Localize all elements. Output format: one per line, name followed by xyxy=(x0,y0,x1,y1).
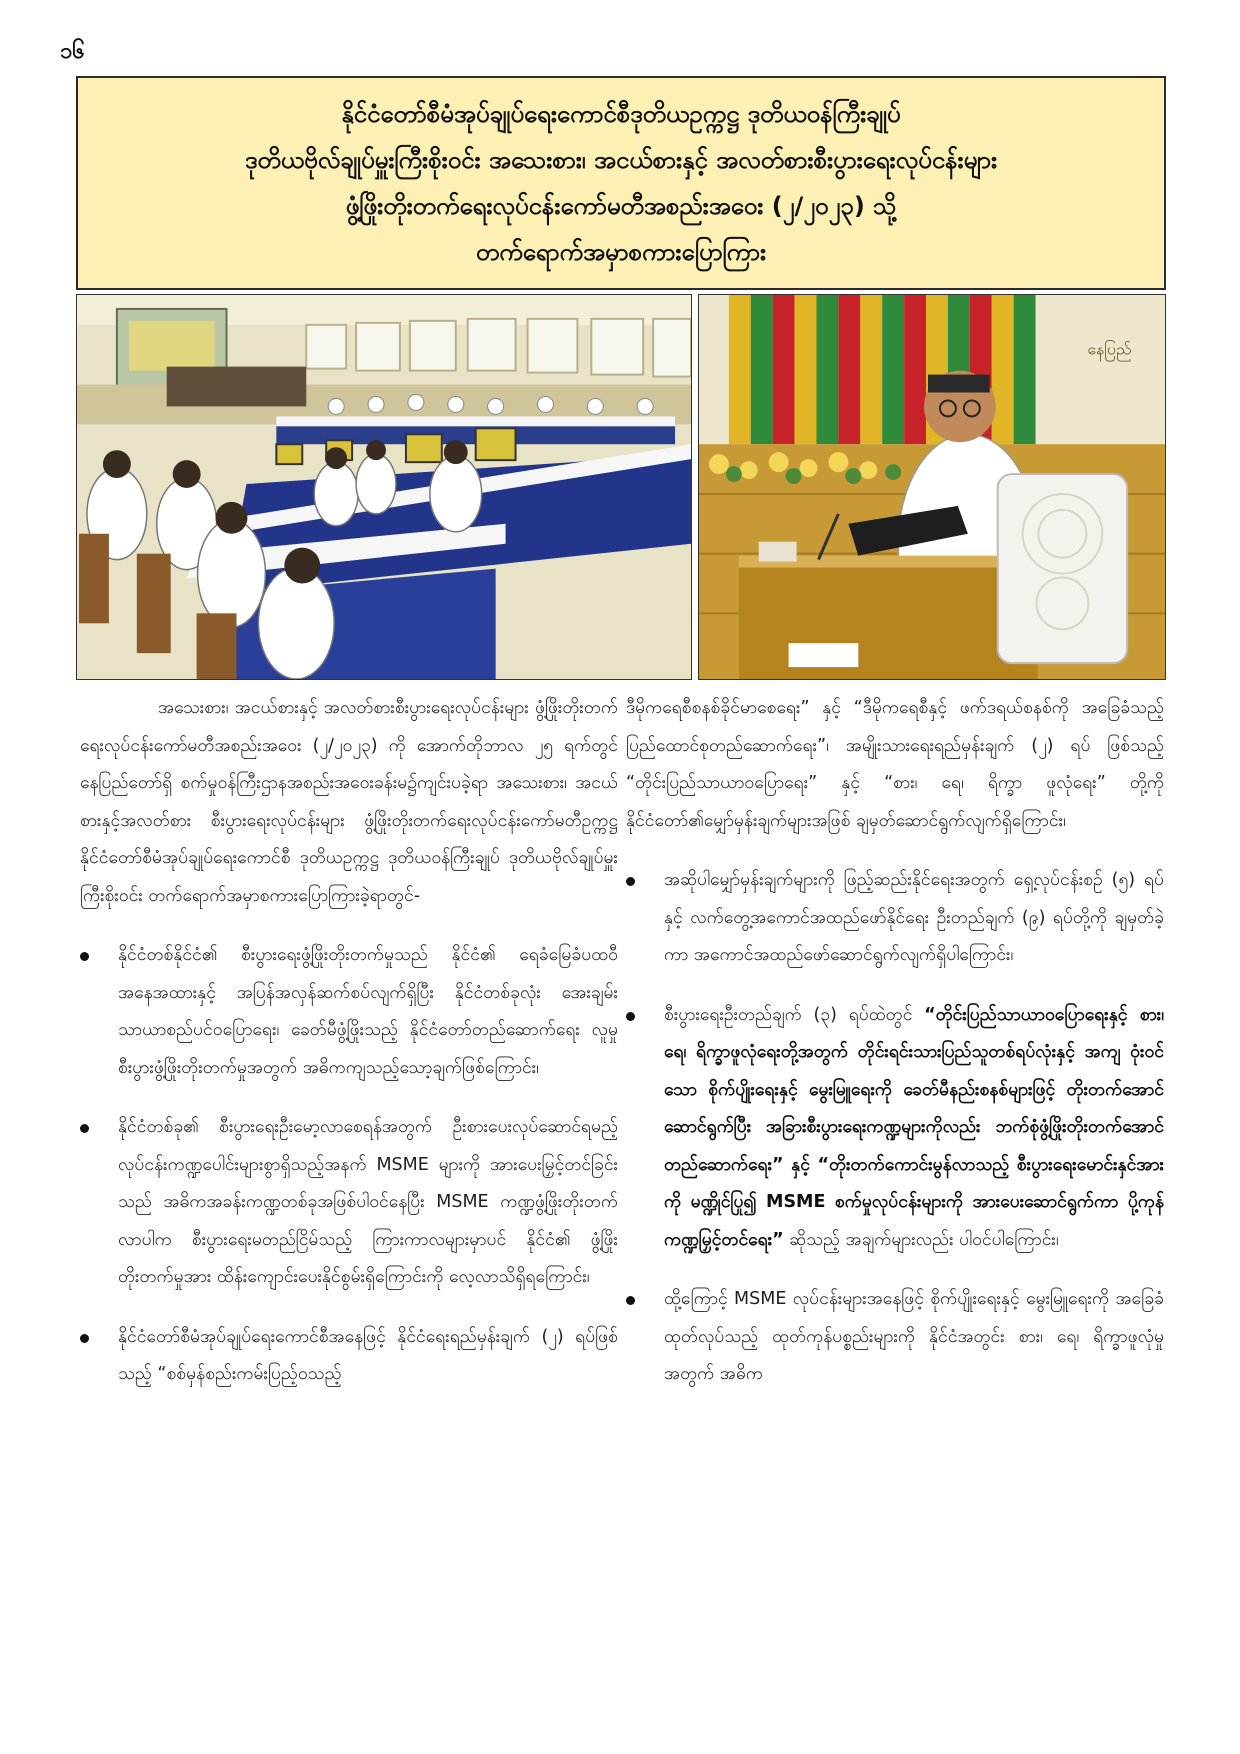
page-number: ၁၆ xyxy=(60,39,85,64)
bullet-strong-text: “တိုင်းပြည်သာယာဝပြောရေးနှင့် စား၊ ရေ၊ ရိက္ခာဖူလုံရေးတို့အတွက် တိုင်းရင်းသားပြည်သူတစ်ရပ်လုံးနှင့် အကျ ဝုံးဝင်သော စိုက်ပျိုးရေးနှင့် မွေးမြူရေးကို ခေတ်မီနည်းစနစ်များဖြင့် တိုးတက်အောင်ဆောင်ရွက်ပြီး အခြားစီးပွားရေးကဏ္ဍများကိုလည်း ဘက်စုံဖွံ့ဖြိုးတိုးတက်အောင် တည်ဆောက်ရေး” နှင့် “တိုးတက်ကောင်းမွန်လာသည့် စီးပွားရေးမောင်းနှင်အားကို မဏ္ဍိုင်ပြု၍ MSME စက်မှုလုပ်ငန်းများကို အားပေးဆောင်ရွက်ကာ ပို့ကုန်ကဏ္ဍမြှင့်တင်ရေး” xyxy=(664,1004,1165,1250)
bullet-dot-icon xyxy=(80,952,89,961)
list-item xyxy=(80,1319,618,1394)
intro-paragraph: အသေးစား၊ အငယ်စားနှင့် အလတ်စားစီးပွားရေးလုပ်ငန်းများ ဖွံ့ဖြိုးတိုးတက်ရေးလုပ်ငန်းကော်မတီအစည်းအဝေး (၂/၂၀၂၃) ကို အောက်တိုဘာလ ၂၅ ရက်တွင် နေပြည်တော်ရှိ စက်မှုဝန်ကြီးဌာနအစည်းအဝေးခန်းမ၌ကျင်းပခဲ့ရာ အသေးစား၊ အငယ်စားနှင့်အလတ်စား စီးပွားရေးလုပ်ငန်းများ ဖွံ့ဖြိုးတိုးတက်ရေးလုပ်ငန်းကော်မတီဥက္ကဋ္ဌ နိုင်ငံတော်စီမံအုပ်ချုပ်ရေးကောင်စီ ဒုတိယဥက္ကဋ္ဌ ဒုတိယဝန်ကြီးချုပ် ဒုတိယဗိုလ်ချုပ်မှူးကြီးစိုးဝင်း တက်ရောက်အမှာစကားပြောကြားခဲ့ရာတွင်- xyxy=(80,698,618,906)
bullet-text: နိုင်ငံတော်စီမံအုပ်ချုပ်ရေးကောင်စီအနေဖြင့် နိုင်ငံရေးရည်မှန်းချက် (၂) ရပ်ဖြစ်သည့် “စစ်မှန်စည်းကမ်းပြည့်ဝသည့် xyxy=(118,1326,618,1384)
meeting-hall-photo xyxy=(76,294,692,680)
bullet-text: ထို့ကြောင့် MSME လုပ်ငန်းများအနေဖြင့် စိုက်ပျိုးရေးနှင့် မွေးမြူရေးကို အခြေခံထုတ်လုပ်သည့် ထုတ်ကုန်ပစ္စည်းများကို နိုင်ငံအတွင်း စား၊ ရေ၊ ရိက္ခာဖူလုံမှု အတွက် အဓိက xyxy=(664,1289,1164,1384)
bullet-text: နိုင်ငံတစ်ခု၏ စီးပွားရေးဦးမော့လာစေရန်အတွက် ဦးစားပေးလုပ်ဆောင်ရမည့် လုပ်ငန်းကဏ္ဍပေါင်းများစွာရှိသည့်အနက် MSME များကို အားပေးမြှင့်တင်ခြင်းသည် အဓိကအခန်းကဏ္ဍတစ်ခုအဖြစ်ပါဝင်နေပြီး MSME ကဏ္ဍဖွံ့ဖြိုးတိုးတက်လာပါက စီးပွားရေးမတည်ငြိမ်သည့် ကြားကာလများမှာပင် နိုင်ငံ၏ ဖွံ့ဖြိုးတိုးတက်မှုအား ထိန်းကျောင်းပေးနိုင်စွမ်းရှိကြောင်းကို လေ့လာသိရှိရကြောင်း၊ xyxy=(118,1117,618,1287)
left-column xyxy=(80,690,618,1394)
headline-line: ဖွံ့ဖြိုးတိုးတက်ရေးလုပ်ငန်းကော်မတီအစည်းအဝေး (၂/၂၀၂၃) သို့ xyxy=(345,192,897,220)
list-item xyxy=(80,937,618,1087)
bullet-lead-text: စီးပွားရေးဦးတည်ချက် (၃) ရပ်ထဲတွင် xyxy=(664,1004,925,1025)
bullet-dot-icon xyxy=(80,1334,89,1343)
bullet-tail-text: ဆိုသည့် အချက်များလည်း ပါဝင်ပါကြောင်း၊ xyxy=(783,1229,1059,1250)
bullet-dot-icon xyxy=(80,1124,89,1133)
list-item xyxy=(626,862,1164,975)
headline-box xyxy=(76,76,1166,290)
bullet-dot-icon xyxy=(626,877,635,886)
speaker-photo xyxy=(698,294,1166,680)
bullet-text: နိုင်ငံတစ်နိုင်ငံ၏ စီးပွားရေးဖွံ့ဖြိုးတိုးတက်မှုသည် နိုင်ငံ၏ ရေခံမြေခံပထဝီအနေအထားနှင့် အပြန်အလှန်ဆက်စပ်လျက်ရှိပြီး နိုင်ငံတစ်ခုလုံး အေးချမ်းသာယာစည်ပင်ဝပြောရေး၊ ခေတ်မီဖွံ့ဖြိုးသည့် နိုင်ငံတော်တည်ဆောက်ရေး လူမှုစီးပွားဖွံ့ဖြိုးတိုးတက်မှုအတွက် အဓိကကျသည့်သော့ချက်ဖြစ်ကြောင်း၊ xyxy=(118,945,618,1078)
continuation-paragraph: ဒီမိုကရေစီစနစ်ခိုင်မာစေရေး” နှင့် “ဒီမိုကရေစီနှင့် ဖက်ဒရယ်စနစ်ကို အခြေခံသည့် ပြည်ထောင်စုတည်ဆောက်ရေး”၊ အမျိုးသားရေးရည်မှန်းချက် (၂) ရပ် ဖြစ်သည့် “တိုင်းပြည်သာယာဝပြောရေး” နှင့် “စား၊ ရေ၊ ရိက္ခာ ဖူလုံရေး” တို့ကိုနိုင်ငံတော်၏မျှော်မှန်းချက်များအဖြစ် ချမှတ်ဆောင်ရွက်လျက်ရှိကြောင်း၊ xyxy=(626,698,1164,831)
right-column xyxy=(626,690,1164,1394)
headline-line: တက်ရောက်အမှာစကားပြောကြား xyxy=(475,238,767,266)
wall-nameplate: နေပြည် xyxy=(1087,339,1132,359)
bullet-dot-icon xyxy=(626,1012,635,1021)
bullet-dot-icon xyxy=(626,1296,635,1305)
list-item xyxy=(626,997,1164,1260)
headline-line: ဒုတိယဗိုလ်ချုပ်မှူးကြီးစိုးဝင်း အသေးစား၊ အငယ်စားနှင့် အလတ်စားစီးပွားရေးလုပ်ငန်းများ xyxy=(244,146,998,174)
list-item xyxy=(626,1281,1164,1394)
bullet-text: အဆိုပါမျှော်မှန်းချက်များကို ဖြည့်ဆည်းနိုင်ရေးအတွက် ရှေ့လုပ်ငန်းစဉ် (၅) ရပ်နှင့် လက်တွေ့အကောင်အထည်ဖော်နိုင်ရေး ဦးတည်ချက် (၉) ရပ်တို့ကို ချမှတ်ခဲ့ကာ အကောင်အထည်ဖော်ဆောင်ရွက်လျက်ရှိပါကြောင်း၊ xyxy=(664,870,1164,965)
headline-line: နိုင်ငံတော်စီမံအုပ်ချုပ်ရေးကောင်စီဒုတိယဥက္ကဋ္ဌ ဒုတိယဝန်ကြီးချုပ် xyxy=(341,100,901,128)
list-item xyxy=(80,1109,618,1297)
